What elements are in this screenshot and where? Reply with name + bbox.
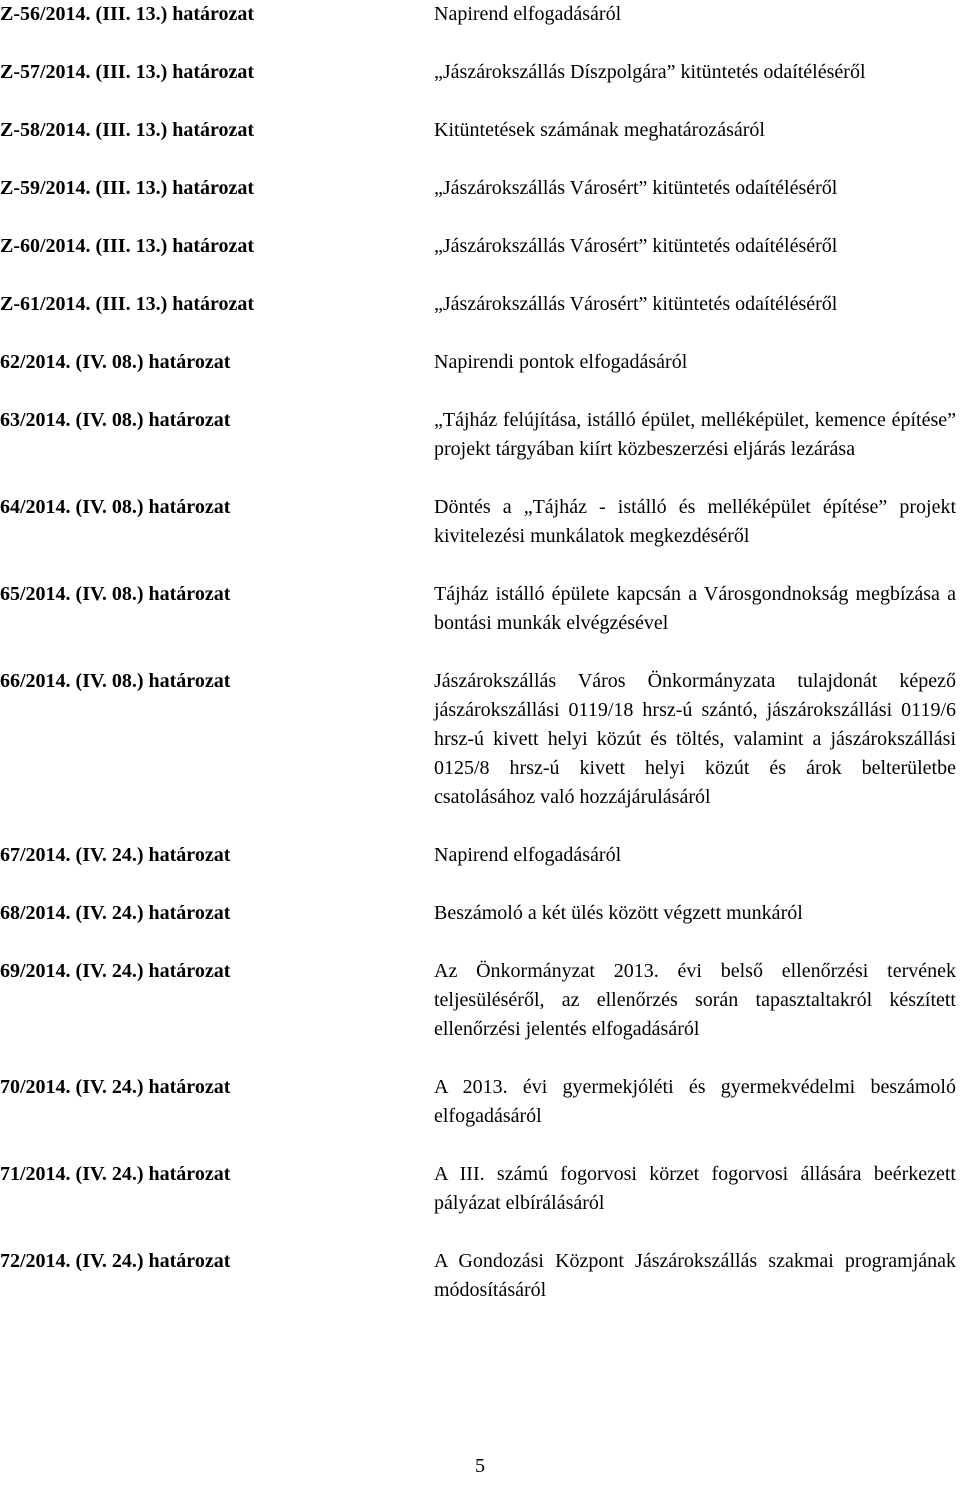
resolution-number: 67/2014. (IV. 24.) határozat	[0, 844, 231, 866]
resolution-entry	[0, 348, 960, 377]
resolution-entry	[0, 957, 960, 1044]
resolution-entry	[0, 58, 960, 87]
resolution-subject: Kitüntetések számának meghatározásáról	[434, 119, 765, 141]
resolution-entry	[0, 232, 960, 261]
resolution-subject: A III. számú fogorvosi körzet fogorvosi állására beérkezett pályázat elbírálásáról	[434, 1163, 956, 1214]
resolution-subject: „Jászárokszállás Díszpolgára” kitüntetés odaítéléséről	[434, 61, 866, 83]
resolution-number: 64/2014. (IV. 08.) határozat	[0, 496, 231, 518]
resolution-subject: Tájház istálló épülete kapcsán a Városgondnokság megbízása a bontási munkák elvégzésével	[434, 583, 956, 634]
resolution-subject: Napirendi pontok elfogadásáról	[434, 351, 688, 373]
resolution-number: 66/2014. (IV. 08.) határozat	[0, 670, 231, 692]
resolution-subject: Napirend elfogadásáról	[434, 3, 622, 25]
resolution-number: Z-60/2014. (III. 13.) határozat	[0, 235, 255, 257]
resolution-entry	[0, 1160, 960, 1218]
resolution-number: 65/2014. (IV. 08.) határozat	[0, 583, 231, 605]
resolution-entry	[0, 580, 960, 638]
resolution-number: 69/2014. (IV. 24.) határozat	[0, 960, 231, 982]
resolution-number: Z-58/2014. (III. 13.) határozat	[0, 119, 255, 141]
resolution-entry	[0, 406, 960, 464]
resolution-entry	[0, 899, 960, 928]
resolution-number: 62/2014. (IV. 08.) határozat	[0, 351, 231, 373]
resolution-number: 70/2014. (IV. 24.) határozat	[0, 1076, 231, 1098]
resolution-number: 63/2014. (IV. 08.) határozat	[0, 409, 231, 431]
resolution-number: 71/2014. (IV. 24.) határozat	[0, 1163, 231, 1185]
resolution-subject: „Jászárokszállás Városért” kitüntetés odaítéléséről	[434, 235, 838, 257]
resolution-entry	[0, 116, 960, 145]
resolution-number: 72/2014. (IV. 24.) határozat	[0, 1250, 231, 1272]
resolution-number: Z-57/2014. (III. 13.) határozat	[0, 61, 255, 83]
resolution-subject: Beszámoló a két ülés között végzett munkáról	[434, 902, 803, 924]
resolution-subject: A Gondozási Központ Jászárokszállás szakmai programjának módosításáról	[434, 1250, 956, 1301]
resolution-subject: Az Önkormányzat 2013. évi belső ellenőrzési tervének teljesüléséről, az ellenőrzés során tapasztaltakról készített ellenőrzési jelentés elfogadásáról	[434, 960, 956, 1040]
resolution-subject: „Jászárokszállás Városért” kitüntetés odaítéléséről	[434, 293, 838, 315]
resolution-entry	[0, 841, 960, 870]
resolution-number: 68/2014. (IV. 24.) határozat	[0, 902, 231, 924]
resolution-entry	[0, 667, 960, 812]
resolution-entry	[0, 0, 960, 29]
resolution-subject: Napirend elfogadásáról	[434, 844, 622, 866]
resolution-subject: „Tájház felújítása, istálló épület, melléképület, kemence építése” projekt tárgyában kiírt közbeszerzési eljárás lezárása	[434, 409, 956, 460]
resolution-entry	[0, 174, 960, 203]
resolution-entry	[0, 493, 960, 551]
resolution-entry	[0, 1073, 960, 1131]
resolution-subject: A 2013. évi gyermekjóléti és gyermekvédelmi beszámoló elfogadásáról	[434, 1076, 956, 1127]
resolution-entry	[0, 290, 960, 319]
page-number: 5	[475, 1455, 485, 1477]
resolution-subject: „Jászárokszállás Városért” kitüntetés odaítéléséről	[434, 177, 838, 199]
resolution-number: Z-56/2014. (III. 13.) határozat	[0, 3, 255, 25]
resolution-number: Z-59/2014. (III. 13.) határozat	[0, 177, 255, 199]
resolution-number: Z-61/2014. (III. 13.) határozat	[0, 293, 255, 315]
resolution-subject: Döntés a „Tájház - istálló és melléképület építése” projekt kivitelezési munkálatok megkezdéséről	[434, 496, 956, 547]
resolution-subject: Jászárokszállás Város Önkormányzata tulajdonát képező jászárokszállási 0119/18 hrsz-ú szántó, jászárokszállási 0119/6 hrsz-ú kivett helyi közút és töltés, valamint a jászárokszállási 0125/8 hrsz-ú kivett helyi közút és árok belterületbe csatolásához való hozzájárulásáról	[434, 670, 956, 808]
resolution-entry	[0, 1247, 960, 1305]
